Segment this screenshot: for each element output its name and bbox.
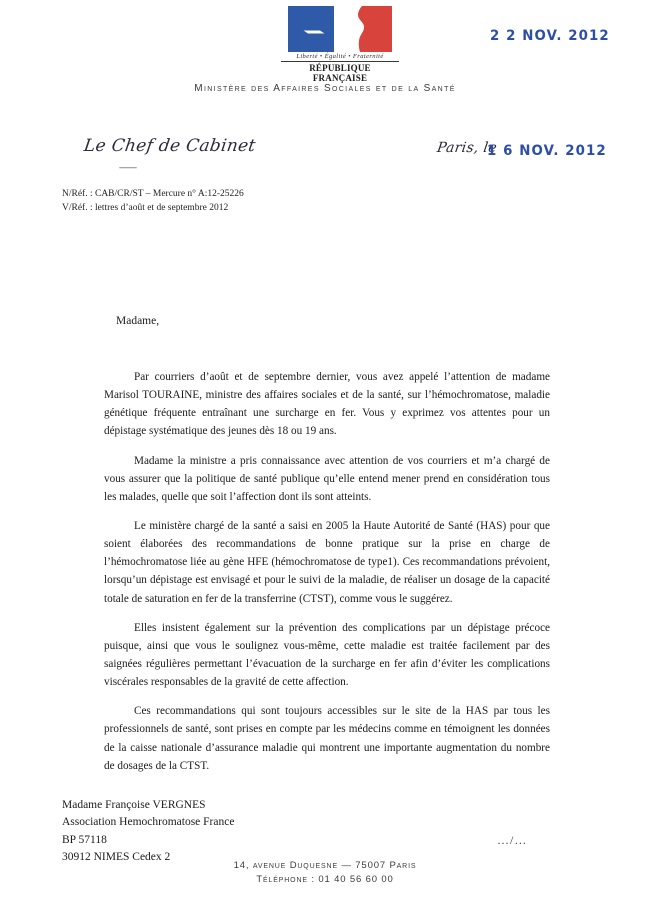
sender-title: Le Chef de Cabinet [82,136,257,156]
reference-block [62,188,244,216]
body-paragraph: Madame la ministre a pris connaissance avec attention de vos courriers et m’a chargé de vous assurer que la politique de santé publique qu’elle entend mener prend en considération tous les malades, quelle que soit l’affection dont ils sont atteints. [104,454,550,503]
page-continuation-marker: …/… [497,833,528,847]
address-line: Association Hemochromatose France [62,816,235,829]
salutation: Madame, [116,315,160,327]
letter-body [104,368,550,786]
body-paragraph: Ces recommandations qui sont toujours accessibles sur le site de la HAS par tous les professionnels de santé, sont prises en compte par les médecins comme en témoignent les données de la caisse nationale d’assurance maladie qui montrent une importante augmentation du nombre de dosages de la CTST. [104,705,550,772]
sender-title-rule: ------- [119,162,137,172]
signature-date-stamp: 1 6 NOV. 2012 [487,143,607,159]
footer-address: 14, avenue Duquesne — 75007 Paris [233,860,417,871]
page-footer [0,859,650,887]
body-paragraph: Elles insistent également sur la prévention des complications par un dépistage précoce puisque, ainsi que vous le soulignez vous-même, cette maladie est traitée facilement par des saignées régulières permettant l’évacuation de la surcharge en fer afin d’éviter les complications viscérales responsables de la gravité de cette affection. [104,621,550,689]
body-paragraph: Le ministère chargé de la santé a saisi en 2005 la Haute Autorité de Santé (HAS) pour que soient élaborées des recommandations de bonne pratique sur la prise en charge de l’hémochromatose liée au gène HFE (hémochromatose de type1). Ces recommandations prévoient, lorsqu’un dépistage est envisagé et pour le suivi de la maladie, de réaliser un dosage de la capacité totale de saturation en fer de la transferrine (CTST), comme vous le suggérez. [104,519,550,605]
body-paragraph: Par courriers d’août et de septembre dernier, vous avez appelé l’attention de madame Marisol TOURAINE, ministre des affaires sociales et de la santé, sur l’hémochromatose, maladie génétique fréquente entraînant une surcharge en fer. Vous y exprimez vos attentes pour un dépistage systématique des jeunes dès 18 ou 19 ans. [104,371,550,438]
address-line: BP 57118 [62,833,107,846]
marianne-french-republic-logo [288,6,392,52]
arrival-date-stamp: 2 2 NOV. 2012 [490,28,610,44]
ministry-title: Ministère des Affaires Sociales et de la Santé [194,83,456,94]
republic-motto: Liberté • Égalité • Fraternité [281,53,399,62]
footer-phone: Téléphone : 01 40 56 60 00 [256,873,394,885]
place-date-label: Paris, le [435,140,498,156]
address-line: 30912 NIMES Cedex 2 [62,851,171,864]
our-reference: N/Réf. : CAB/CR/ST – Mercure n° A:12-25226 [62,189,244,199]
your-reference: V/Réf. : lettres d’août et de septembre 2012 [62,202,229,213]
letterhead-logo-block [281,6,399,83]
address-line: Madame Françoise VERGNES [62,799,206,811]
recipient-address [62,797,234,867]
republic-name: RÉPUBLIQUE FRANÇAISE [309,62,371,83]
